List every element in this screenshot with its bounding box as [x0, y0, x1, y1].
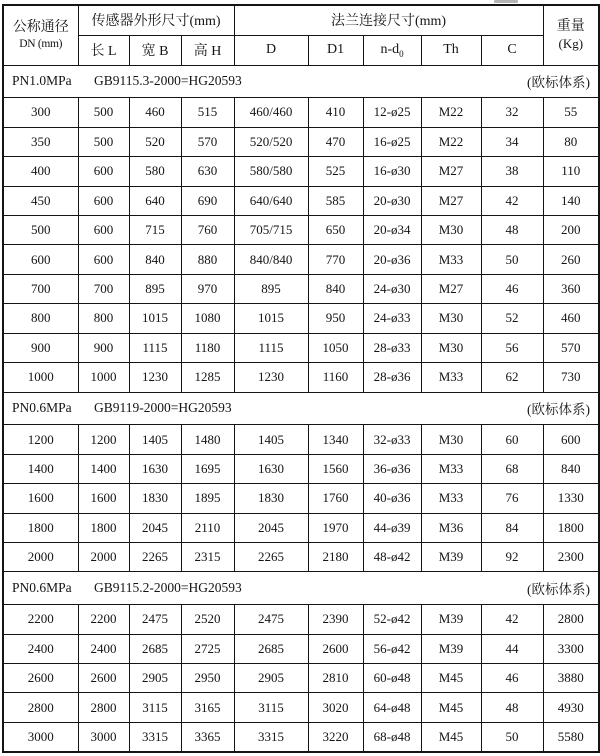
- table-row: [3, 245, 599, 274]
- table-cell: 24-ø33: [363, 304, 421, 333]
- table-cell: 600: [543, 425, 599, 454]
- table-cell: 690: [181, 186, 234, 215]
- table-cell: 2390: [308, 605, 363, 634]
- table-cell: 1200: [3, 425, 78, 454]
- table-cell: 1160: [308, 363, 363, 392]
- table-cell: 570: [181, 127, 234, 156]
- table-cell: 56-ø42: [363, 634, 421, 663]
- table-cell: M45: [421, 722, 481, 752]
- table-cell: 630: [181, 157, 234, 186]
- table-cell: 56: [481, 333, 543, 362]
- table-cell: M22: [421, 127, 481, 156]
- table-cell: 970: [181, 274, 234, 303]
- header-nominal-diameter-label: 公称通径: [12, 20, 69, 36]
- table-cell: 20-ø36: [363, 245, 421, 274]
- table-cell: 300: [3, 98, 78, 127]
- table-cell: 48: [481, 215, 543, 244]
- table-cell: 3115: [129, 693, 181, 722]
- table-cell: M39: [421, 605, 481, 634]
- table-cell: 3365: [181, 722, 234, 752]
- header-sub-col: Th: [421, 35, 481, 65]
- header-sub-col: 长 L: [78, 35, 129, 65]
- table-cell: 2265: [129, 543, 181, 572]
- table-cell: 715: [129, 215, 181, 244]
- table-cell: 600: [78, 157, 129, 186]
- table-cell: 32-ø33: [363, 425, 421, 454]
- table-cell: M27: [421, 157, 481, 186]
- table-cell: 2475: [129, 605, 181, 634]
- table-cell: 260: [543, 245, 599, 274]
- table-cell: 580/580: [234, 157, 308, 186]
- table-cell: 84: [481, 513, 543, 542]
- table-row: [3, 215, 599, 244]
- table-cell: 1015: [234, 304, 308, 333]
- table-cell: 50: [481, 722, 543, 752]
- table-cell: 3315: [234, 722, 308, 752]
- table-cell: 1200: [78, 425, 129, 454]
- header-sensor-dimensions-group: 传感器外形尺寸(mm): [78, 5, 234, 35]
- system-note: (欧标体系): [527, 402, 591, 418]
- table-cell: M22: [421, 98, 481, 127]
- header-sub-col: C: [481, 35, 543, 65]
- table-cell: 1180: [181, 333, 234, 362]
- header-weight-unit: (Kg): [558, 35, 584, 51]
- table-cell: 52-ø42: [363, 605, 421, 634]
- table-cell: 2950: [181, 664, 234, 693]
- table-cell: 32: [481, 98, 543, 127]
- table-cell: 2180: [308, 543, 363, 572]
- table-cell: 410: [308, 98, 363, 127]
- table-cell: 500: [78, 127, 129, 156]
- table-cell: 500: [3, 215, 78, 244]
- table-row: [3, 127, 599, 156]
- header-nominal-diameter-unit: DN (mm): [19, 37, 63, 50]
- standard-code: GB9119-2000=HG20593: [94, 400, 232, 416]
- table-cell: 60-ø48: [363, 664, 421, 693]
- table-cell: 600: [78, 186, 129, 215]
- table-cell: 900: [3, 333, 78, 362]
- table-cell: 200: [543, 215, 599, 244]
- table-row: [3, 363, 599, 392]
- table-cell: M30: [421, 304, 481, 333]
- table-row: [3, 274, 599, 303]
- table-cell: 46: [481, 274, 543, 303]
- table-cell: M45: [421, 664, 481, 693]
- table-cell: 760: [181, 215, 234, 244]
- table-row: [3, 513, 599, 542]
- table-cell: 2000: [3, 543, 78, 572]
- standard-code: GB9115.2-2000=HG20593: [94, 580, 242, 596]
- table-cell: 1015: [129, 304, 181, 333]
- table-cell: 2520: [181, 605, 234, 634]
- table-row: [3, 543, 599, 572]
- table-cell: 895: [234, 274, 308, 303]
- table-cell: 2905: [234, 664, 308, 693]
- table-cell: 2600: [3, 664, 78, 693]
- pressure-rating: PN0.6MPa: [12, 580, 72, 596]
- table-cell: 460: [129, 98, 181, 127]
- table-cell: 2315: [181, 543, 234, 572]
- table-cell: 400: [3, 157, 78, 186]
- table-cell: 52: [481, 304, 543, 333]
- header-sub-col: D: [234, 35, 308, 65]
- table-cell: 640: [129, 186, 181, 215]
- table-cell: M33: [421, 245, 481, 274]
- table-cell: 1800: [3, 513, 78, 542]
- table-cell: 20-ø34: [363, 215, 421, 244]
- table-row: [3, 484, 599, 513]
- table-row: [3, 98, 599, 127]
- table-cell: 68: [481, 454, 543, 483]
- table-cell: 800: [3, 304, 78, 333]
- table-cell: 42: [481, 186, 543, 215]
- table-cell: M39: [421, 543, 481, 572]
- table-cell: 1560: [308, 454, 363, 483]
- table-cell: 2110: [181, 513, 234, 542]
- table-cell: 730: [543, 363, 599, 392]
- table-cell: 2265: [234, 543, 308, 572]
- table-cell: M45: [421, 693, 481, 722]
- table-cell: 650: [308, 215, 363, 244]
- table-cell: 40-ø36: [363, 484, 421, 513]
- table-cell: 460/460: [234, 98, 308, 127]
- table-cell: 2045: [234, 513, 308, 542]
- table-cell: M30: [421, 425, 481, 454]
- table-cell: 1340: [308, 425, 363, 454]
- table-cell: 600: [78, 245, 129, 274]
- table-cell: 2200: [78, 605, 129, 634]
- table-cell: 3315: [129, 722, 181, 752]
- table-cell: 28-ø33: [363, 333, 421, 362]
- table-row: [3, 454, 599, 483]
- table-cell: 900: [78, 333, 129, 362]
- table-cell: M30: [421, 333, 481, 362]
- header-weight-label: 重量: [556, 19, 585, 35]
- table-cell: 24-ø30: [363, 274, 421, 303]
- table-cell: 1800: [78, 513, 129, 542]
- table-cell: 2400: [78, 634, 129, 663]
- table-cell: 1830: [129, 484, 181, 513]
- section-row: [3, 392, 599, 425]
- table-cell: 640/640: [234, 186, 308, 215]
- table-cell: 2300: [543, 543, 599, 572]
- table-cell: 3115: [234, 693, 308, 722]
- table-cell: 1630: [129, 454, 181, 483]
- table-cell: 3220: [308, 722, 363, 752]
- table-cell: 2685: [129, 634, 181, 663]
- table-cell: 3000: [3, 722, 78, 752]
- table-row: [3, 425, 599, 454]
- table-cell: 2810: [308, 664, 363, 693]
- table-cell: 770: [308, 245, 363, 274]
- table-cell: 2800: [78, 693, 129, 722]
- table-cell: 1800: [543, 513, 599, 542]
- table-cell: 1480: [181, 425, 234, 454]
- table-cell: 570: [543, 333, 599, 362]
- table-cell: 2045: [129, 513, 181, 542]
- table-cell: 38: [481, 157, 543, 186]
- table-cell: 2475: [234, 605, 308, 634]
- table-cell: 2600: [308, 634, 363, 663]
- table-cell: 1600: [78, 484, 129, 513]
- flange-dimension-table: [2, 4, 600, 753]
- table-cell: 700: [3, 274, 78, 303]
- table-cell: 4930: [543, 693, 599, 722]
- table-cell: 1830: [234, 484, 308, 513]
- table-cell: 3300: [543, 634, 599, 663]
- table-cell: 950: [308, 304, 363, 333]
- table-cell: 2725: [181, 634, 234, 663]
- table-cell: 1970: [308, 513, 363, 542]
- table-cell: 1080: [181, 304, 234, 333]
- table-cell: 2905: [129, 664, 181, 693]
- table-cell: 515: [181, 98, 234, 127]
- table-cell: 1630: [234, 454, 308, 483]
- header-nominal-diameter: [3, 5, 78, 65]
- header-sub-col: D1: [308, 35, 363, 65]
- table-cell: M33: [421, 484, 481, 513]
- standard-code: GB9115.3-2000=HG20593: [94, 73, 242, 89]
- table-cell: 1695: [181, 454, 234, 483]
- table-cell: 1115: [129, 333, 181, 362]
- table-cell: 450: [3, 186, 78, 215]
- table-cell: 500: [78, 98, 129, 127]
- table-row: [3, 634, 599, 663]
- table-cell: 520/520: [234, 127, 308, 156]
- table-cell: 350: [3, 127, 78, 156]
- system-note: (欧标体系): [527, 75, 591, 91]
- table-row: [3, 664, 599, 693]
- table-cell: 76: [481, 484, 543, 513]
- table-cell: 800: [78, 304, 129, 333]
- table-row: [3, 722, 599, 752]
- table-cell: 3165: [181, 693, 234, 722]
- table-cell: 705/715: [234, 215, 308, 244]
- table-cell: 48: [481, 693, 543, 722]
- table-cell: 3880: [543, 664, 599, 693]
- header-weight: [543, 5, 599, 65]
- cropped-text-artifact: [494, 0, 518, 3]
- system-note: (欧标体系): [527, 582, 591, 598]
- table-cell: 50: [481, 245, 543, 274]
- table-cell: 5580: [543, 722, 599, 752]
- table-cell: 460: [543, 304, 599, 333]
- table-cell: 880: [181, 245, 234, 274]
- table-row: [3, 333, 599, 362]
- table-cell: 470: [308, 127, 363, 156]
- table-cell: 60: [481, 425, 543, 454]
- table-cell: 580: [129, 157, 181, 186]
- table-cell: 1050: [308, 333, 363, 362]
- table-cell: 3020: [308, 693, 363, 722]
- table-cell: 44: [481, 634, 543, 663]
- table-cell: 64-ø48: [363, 693, 421, 722]
- table-cell: M33: [421, 363, 481, 392]
- table-cell: M30: [421, 215, 481, 244]
- table-cell: 1760: [308, 484, 363, 513]
- table-cell: 1230: [129, 363, 181, 392]
- section-row: [3, 65, 599, 98]
- pressure-rating: PN1.0MPa: [12, 73, 72, 89]
- table-cell: 1400: [78, 454, 129, 483]
- table-cell: 1285: [181, 363, 234, 392]
- table-cell: M33: [421, 454, 481, 483]
- section-row: [3, 572, 599, 605]
- table-cell: M39: [421, 634, 481, 663]
- table-cell: 2200: [3, 605, 78, 634]
- table-cell: 2000: [78, 543, 129, 572]
- table-cell: 16-ø25: [363, 127, 421, 156]
- table-cell: 34: [481, 127, 543, 156]
- table-cell: 16-ø30: [363, 157, 421, 186]
- table-cell: 585: [308, 186, 363, 215]
- table-cell: 1330: [543, 484, 599, 513]
- table-cell: 600: [3, 245, 78, 274]
- table-cell: 2800: [543, 605, 599, 634]
- table-cell: 92: [481, 543, 543, 572]
- table-cell: 1400: [3, 454, 78, 483]
- table-cell: 840: [308, 274, 363, 303]
- table-cell: 840: [543, 454, 599, 483]
- table-cell: M27: [421, 274, 481, 303]
- table-cell: 1405: [234, 425, 308, 454]
- table-cell: 1000: [3, 363, 78, 392]
- header-sub-col: 高 H: [181, 35, 234, 65]
- table-cell: 55: [543, 98, 599, 127]
- table-row: [3, 693, 599, 722]
- table-cell: 2400: [3, 634, 78, 663]
- table-cell: 36-ø36: [363, 454, 421, 483]
- table-cell: 110: [543, 157, 599, 186]
- table-cell: 80: [543, 127, 599, 156]
- header-flange-connection-group: 法兰连接尺寸(mm): [234, 5, 543, 35]
- table-cell: 1115: [234, 333, 308, 362]
- table-cell: 895: [129, 274, 181, 303]
- header-sub-col: 宽 B: [129, 35, 181, 65]
- table-row: [3, 186, 599, 215]
- table-cell: 2685: [234, 634, 308, 663]
- table-cell: 62: [481, 363, 543, 392]
- table-cell: 1405: [129, 425, 181, 454]
- table-row: [3, 157, 599, 186]
- table-cell: 44-ø39: [363, 513, 421, 542]
- table-cell: 1230: [234, 363, 308, 392]
- table-cell: 42: [481, 605, 543, 634]
- table-cell: 520: [129, 127, 181, 156]
- pressure-rating: PN0.6MPa: [12, 400, 72, 416]
- table-row: [3, 605, 599, 634]
- header-sub-col: $n-d_0$: [363, 35, 421, 65]
- table-cell: 48-ø42: [363, 543, 421, 572]
- table-cell: 2800: [3, 693, 78, 722]
- table-cell: 840/840: [234, 245, 308, 274]
- table-cell: 28-ø36: [363, 363, 421, 392]
- table-cell: M27: [421, 186, 481, 215]
- table-cell: 1895: [181, 484, 234, 513]
- table-cell: 1600: [3, 484, 78, 513]
- table-row: [3, 304, 599, 333]
- table-cell: 12-ø25: [363, 98, 421, 127]
- table-cell: 360: [543, 274, 599, 303]
- table-cell: 2600: [78, 664, 129, 693]
- table-cell: 840: [129, 245, 181, 274]
- table-cell: 600: [78, 215, 129, 244]
- table-cell: M36: [421, 513, 481, 542]
- table-cell: 1000: [78, 363, 129, 392]
- table-cell: 46: [481, 664, 543, 693]
- table-cell: 3000: [78, 722, 129, 752]
- table-cell: 20-ø30: [363, 186, 421, 215]
- table-cell: 140: [543, 186, 599, 215]
- table-cell: 700: [78, 274, 129, 303]
- table-cell: 68-ø48: [363, 722, 421, 752]
- table-cell: 525: [308, 157, 363, 186]
